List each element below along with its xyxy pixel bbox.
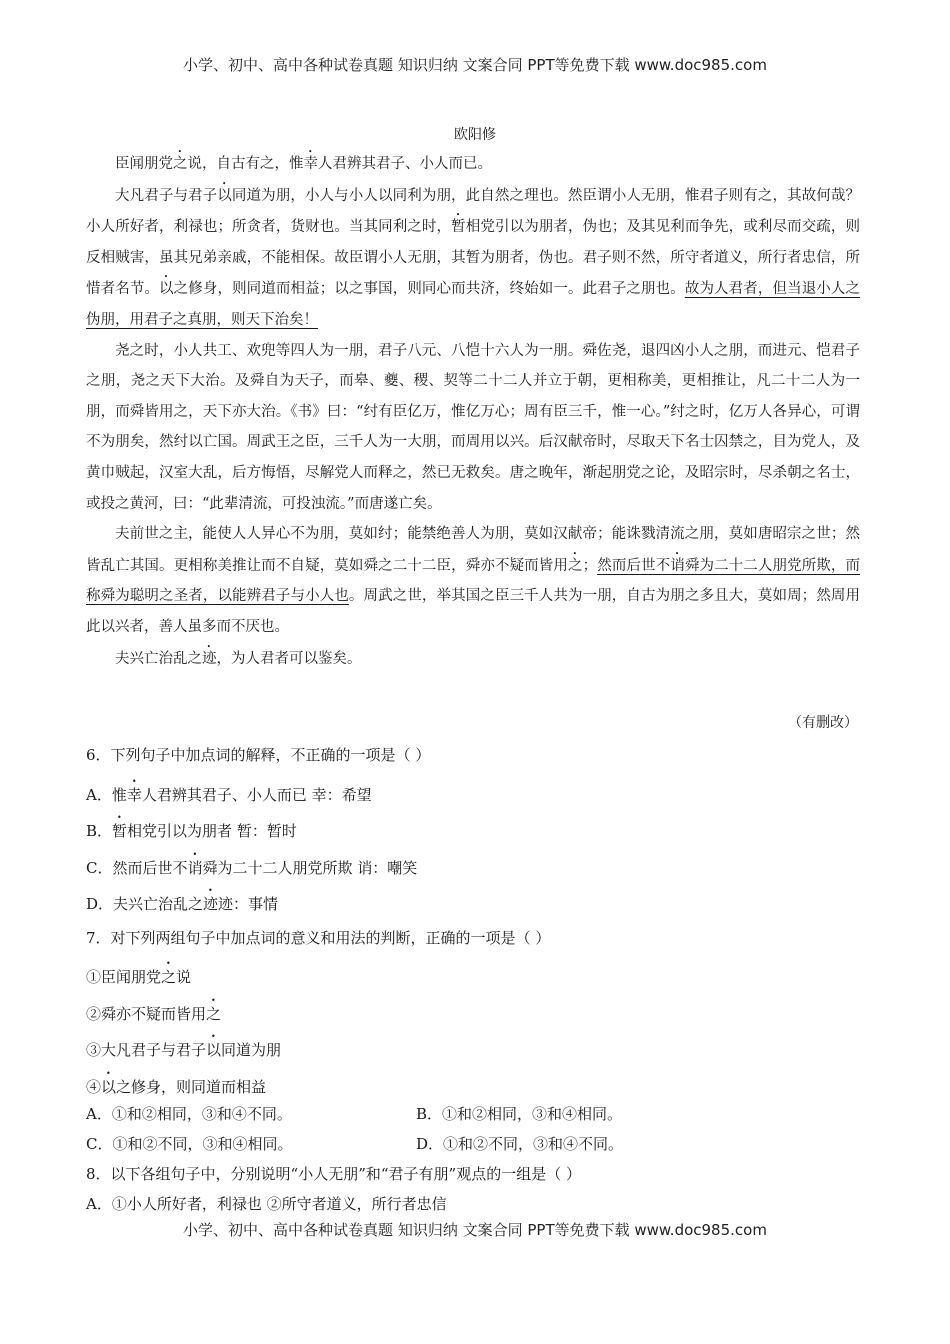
question-8-option-a: A．①小人所好者，利禄也 ②所守者道义，所行者忠信 [86, 1194, 447, 1213]
question-7-sentence: ③大凡君子与君子以同道为朋 [86, 1041, 282, 1059]
underlined-sentence: 故为人君者，但当退小人之伪朋，用君子之真朋，则天下治矣！ [86, 281, 861, 328]
passage-paragraph: 臣闻朋党之说，自古有之，惟幸人君辨其君子、小人而已。 [115, 156, 492, 172]
passage-paragraph: 夫前世之主，能使人人异心不为朋，莫如纣；能禁绝善人为朋，莫如汉献帝；能诛戮清流之朋，莫如唐昭宗之世；然皆乱亡其国。更相称美推让而不自疑，莫如舜之二十二臣，舜亦不疑而皆用之；然而后世不诮舜为二十二人朋党所欺，而称舜为聪明之圣者，以能辨君子与小人也。周武之世，举其国之臣三千人共为一朋，自古为朋之多且大，莫如周；然周用此以兴者，善人虽多而不厌也。 [86, 526, 861, 635]
question-7-option-c: C．①和②不同，③和④相同。 [86, 1134, 293, 1153]
passage-paragraph: 大凡君子与君子以同道为朋，小人与小人以同利为朋，此自然之理也。然臣谓小人无朋，惟君子则有之，其故何哉？小人所好者，利禄也；所贪者，货财也。当其同利之时，暂相党引以为朋者，伪也；及其见利而争先，或利尽而交疏，则反相贼害，虽其兄弟亲戚，不能相保。故臣谓小人无朋，其暂为朋者，伪也。君子则不然，所守者道义，所行者忠信，所惜者名节。以之修身，则同道而相益；以之事国，则同心而共济，终始如一。此君子之朋也。故为人君者，但当退小人之伪朋，用君子之真朋，则天下治矣！ [86, 187, 861, 328]
author-name: 欧阳修 [454, 127, 496, 143]
passage-paragraph: 夫兴亡治乱之迹，为人君者可以鉴矣。 [115, 650, 362, 667]
question-6-option-d: D．夫兴亡治乱之迹迹：事情 [86, 895, 279, 913]
footer-banner: 小学、初中、高中各种试卷真题 知识归纳 文案合同 PPT等免费下载 www.doc985.com [183, 1221, 767, 1239]
passage-paragraph: 尧之时，小人共工、欢兜等四人为一朋，君子八元、八恺十六人为一朋。舜佐尧，退四凶小人之朋，而进元、恺君子之朋，尧之天下大治。及舜自为天子，而皋、夔、稷、契等二十二人并立于朝，更相称美，更相推让，凡二十二人为一朋，而舜皆用之，天下亦大治。《书》曰：“纣有臣亿万，惟亿万心；周有臣三千，惟一心。”纣之时，亿万人各异心，可谓不为朋矣，然纣以亡国。周武王之臣，三千人为一大朋，而周用以兴。后汉献帝时，尽取天下名士囚禁之，目为党人，及黄巾贼起，汉室大乱，后方悔悟，尽解党人而释之，然已无救矣。唐之晚年，渐起朋党之论，及昭宗时，尽杀朝之名士，或投之黄河，曰：“此辈清流，可投浊流。”而唐遂亡矣。 [86, 342, 860, 512]
question-8-stem: 8．以下各组句子中，分别说明“小人无朋”和“君子有朋”观点的一组是（ ） [86, 1164, 581, 1183]
questions [86, 740, 866, 1219]
header-banner: 小学、初中、高中各种试卷真题 知识归纳 文案合同 PPT等免费下载 www.doc985.com [183, 56, 767, 74]
question-7-option-a: A．①和②相同，③和④不同。 [86, 1104, 292, 1123]
passage [86, 148, 860, 674]
question-7-sentence: ①臣闻朋党之说 [86, 968, 192, 986]
question-7-sentence: ②舜亦不疑而皆用之 [86, 1004, 222, 1023]
question-6-stem: 6．下列句子中加点词的解释，不正确的一项是（ ） [86, 746, 431, 764]
question-7-option-d: D．①和②不同，③和④不同。 [416, 1134, 624, 1153]
underlined-sentence: 然而后世不诮舜为二十二人朋党所欺，而称舜为聪明之圣者，以能辨君子与小人也 [86, 557, 861, 605]
question-7-sentence: ④以之修身，则同道而相益 [86, 1077, 267, 1096]
question-6-option-b: B．暂相党引以为朋者 暂：暂时 [86, 822, 297, 840]
question-7-option-b: B．①和②相同，③和④相同。 [416, 1104, 623, 1123]
question-6-option-c: C．然而后世不诮舜为二十二人朋党所欺 诮：嘲笑 [86, 858, 418, 877]
source-note: （有删改） [788, 715, 858, 731]
question-6-option-a: A．惟幸人君辨其君子、小人而已 幸：希望 [86, 785, 372, 804]
question-7-options-row [86, 1129, 866, 1159]
question-7-options-row [86, 1099, 866, 1129]
question-7-stem: 7．对下列两组句子中加点词的意义和用法的判断，正确的一项是（ ） [86, 928, 551, 947]
